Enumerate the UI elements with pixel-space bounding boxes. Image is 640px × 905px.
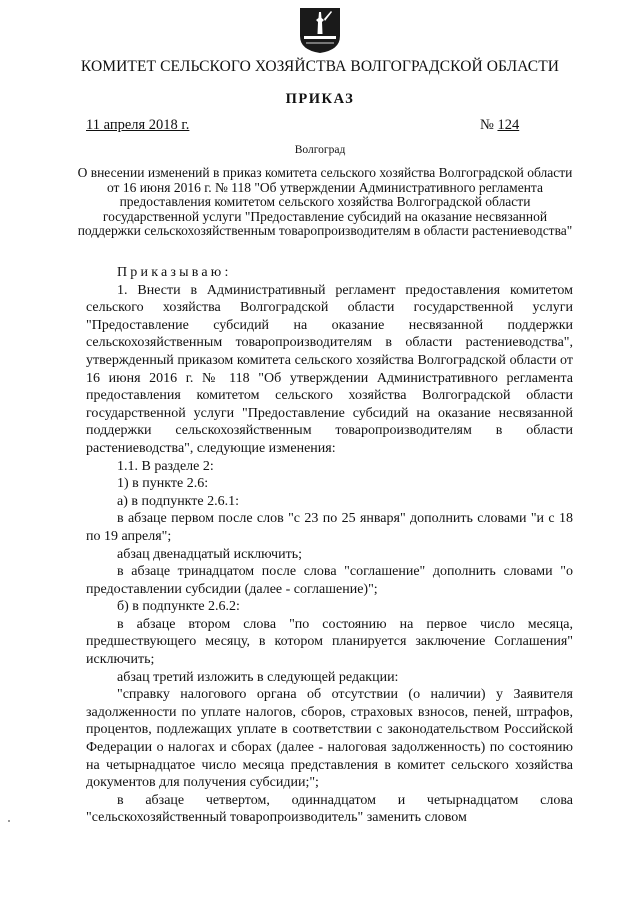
number-sign: №	[480, 117, 494, 133]
city: Волгоград	[294, 144, 346, 156]
paragraph: абзац двенадцатый исключить;	[117, 546, 302, 562]
coat-of-arms-icon	[298, 6, 342, 54]
paragraph: 1) в пункте 2.6:	[117, 476, 209, 492]
paragraph: в абзаце втором слова "по состоянию на первое число месяца, предшествующего месяцу, в котором планируется заключение Соглашения" исключить;	[86, 616, 573, 668]
number-value: 124	[497, 117, 520, 133]
paragraph: в абзаце тринадцатом после слова "соглашение" дополнить словами "о предоставлении субсидии (далее - соглашение)";	[86, 564, 573, 597]
committee-name: КОМИТЕТ СЕЛЬСКОГО ХОЗЯЙСТВА ВОЛГОГРАДСКОЙ ОБЛАСТИ	[80, 58, 560, 75]
document-type: ПРИКАЗ	[285, 91, 355, 107]
paragraph: 1. Внести в Административный регламент предоставления комитетом сельского хозяйства Волгоградской области государственной услуги "Предоставление субсидий на оказание несвязанной поддержки сельскохозяйственным товаропроизводителям в области растениеводства", утвержденный приказом комитета сельского хозяйства Волгоградской области от 16 июня 2016 г. № 118 "Об утверждении Административного регламента предоставления комитетом сельского хозяйства Волгоградской области государственной услуги "Предоставление субсидий на оказание несвязанной поддержки сельскохозяйственным товаропроизводителям в области растениеводства", следующие изменения:	[86, 282, 573, 456]
paragraph: 1.1. В разделе 2:	[117, 458, 214, 474]
paragraph: "справку налогового органа об отсутствии (о наличии) у Заявителя задолженности по уплате налогов, сборов, страховых взносов, пеней, штрафов, процентов, подлежащих уплате в соответствии с законодательством Российской Федерации о налогах и сборах (далее - налоговая задолженность) по состоянию на четырнадцатое число месяца представления в комитет сельского хозяйства документов для получения субсидии;";	[86, 687, 573, 791]
paragraph: в абзаце четвертом, одиннадцатом и четырнадцатом слова "сельскохозяйственный товаропроизводитель" заменить словом	[86, 792, 573, 826]
paragraph: б) в подпункте 2.6.2:	[117, 599, 240, 615]
order-word: Приказываю:	[117, 265, 232, 280]
order-body	[86, 264, 573, 827]
order-subject: О внесении изменений в приказ комитета сельского хозяйства Волгоградской области от 16 июня 2016 г. № 118 "Об утверждении Административного регламента предоставления комитетом сельского хозяйства Волгоградской области государственной услуги "Предоставление субсидий на оказание несвязанной поддержки сельскохозяйственным товаропроизводителям в области растениеводства"	[77, 165, 573, 238]
order-date: 11 апреля 2018 г.	[86, 117, 190, 133]
paragraph: в абзаце первом после слов "с 23 по 25 января" дополнить словами "и с 18 по 19 апреля";	[86, 511, 573, 544]
scan-speck	[8, 820, 10, 822]
paragraph: абзац третий изложить в следующей редакции:	[117, 669, 399, 685]
order-number	[480, 117, 519, 134]
paragraph: а) в подпункте 2.6.1:	[117, 493, 240, 509]
